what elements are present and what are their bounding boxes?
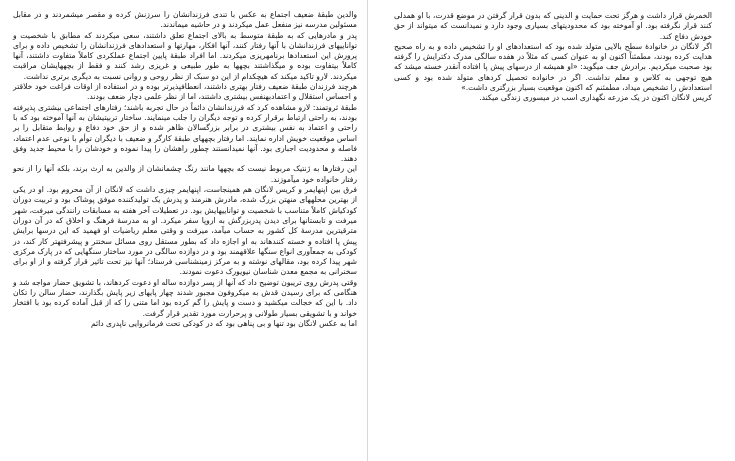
- paragraph: این رفتارها به ژنتیک مربوط نیست که بچهها مانند رنگ چشمانشان از والدین به ارث برند، بلکه آنها را از نحو رفتار خانواده خود میآموزند.: [13, 164, 357, 184]
- paragraph: اما به عکس لانگان بود تنها و بی پناهی بود که در کودکی تحت فرمانروایی ناپدری دائم: [90, 318, 357, 328]
- right-page: [368, 0, 735, 461]
- paragraph: پدر و مادرهایی که به طبقهٔ متوسط به بالای اجتماع تعلق داشتند، سعی میکردند که مطابق با شخصیت و تواناییهای فرزندانشان با آنها رفتار کنند، آنها افکار، مهارتها و استعدادهای فرزندانشان را تشخیص داده و برای پرورش این استعدادها برنامهریزی میکردند. اما افراد طبقهٔ پایین اجتماع عملکردی کاملاً متفاوت داشتند، آنها کاملاً بیتفاوت بوده و میگذاشتند بچهها به طور طبیعی و غریزی رشد کنند و فقط از بچههایشان مراقبت میکردند. لارو تاکید میکند که هیچکدام از این دو سبک از نظر روحی و روانی نسبت به دیگری برتری نداشت.: [13, 30, 357, 81]
- paragraph: کریس لانگان اکنون در یک مزرعه نگهداری اسب در میسوری زندگی میکند.: [479, 93, 712, 103]
- paragraph: فرق بین اپنهایمر و کریس لانگان هم همینجاست، اپنهایمر چیزی داشت که لانگان از آن محروم بود. او در یکی از بهترین محلههای منهتن بزرگ شده، مادرش هنرمند و پدرش یک تولیدکننده موفق پوشاک بود و تربیت دوران کودکیاش کاملاً متناسب با شخصیت و تواناییهایش بود. در تعطیلات آخر هفته به مسابقات رانندگی میرفت، شهر میرفت و تابستانها برای دیدن پدربزرگش به اروپا سفر میکرد. او به مدرسهٔ فرهنگ و اخلاق که در آن دوران مترقیترین مدرسهٔ کل کشور به حساب میآمد، میرفت و وقتی معلم ریاضیات او فهمید که این درسها برایش پیش پا افتاده و خسته کنندهاند به او اجازه داد که بطور مستقل روی مسائل سختتر و پیشرفتهتر کار کند، در کودکی به جمعآوری انواع سنگها علاقهمند بود و در دوازده سالگی در مورد ساختار سنگهایی که در پارک مرکزی شهر پیدا کرده بود، مقالهای نوشته و به مرکز زمینشناسی فرستاد؛ آنها نیز تحت تاثیر قرار گرفته و از او برای سخنرانی به مجمع معدن شناسان نیویورک دعوت نمودند.: [13, 185, 357, 277]
- left-page-text: [13, 10, 357, 329]
- paragraph: الخمرش قرار داشت و هرگز تحت حمایت و الدینی که بدون قرار گرفتن در موضع قدرت، با او همدلی کنند قرار نگرفته بود. او آموخته بود که محدودیتهای بسیاری وجود دارد و نمیدانست که میتواند از حق خودش دفاع کند.: [394, 11, 712, 41]
- paragraph: والدین طبقهٔ ضعیف اجتماع به عکس با تندی فرزندانشان را سرزنش کرده و مقصر میشمردند و در مقابل مسئولین مدرسه نیز منفعل عمل میکردند و در حاشیه میماندند.: [13, 10, 357, 30]
- right-page-text: [394, 11, 712, 104]
- paragraph: طبقهٔ ثروتمند: لارو مشاهده کرد که فرزندانشان دائماً در حال تجربه باشند؛ رفتارهای اجتماعی بیشتری پذیرفته بودند، به راحتی ارتباط برقرار کرده و توجه دیگران را جلب مینمایند. ساختار تربیتیشان به آنها آموخته بود که با راحتی و اعتماد به نفس بیشتری در برابر بزرگسالان ظاهر شده و از حق خود دفاع و روابط متقابل را بر اساس موقعیت خویش اداره نمایند. اما رفتار بچههای طبقهٔ کارگر و ضعیف با دیگران توأم با نوعی عدم اعتماد، فاصله و محدودیت اجباری بود. آنها نمیدانستند چطور راهشان را پیدا نموده و خودشان را با محیط جدید وفق دهند.: [13, 102, 357, 164]
- paragraph: اگر لانگان در خانوادهٔ سطح بالایی متولد شده بود که استعدادهای او را تشخیص داده و به راه صحیح هدایت کرده بودند، مطمئناً اکنون او به عنوان کسی که مثلاً در هفده سالگی مدرک دکترایش را گرفته بود صحبت میکردیم. برادرش جف میگوید: «او همیشه از درسهای پیش پا افتاده آنقدر خسته میشد که هیچ توجهی به کلاس و معلم نداشت. اگر در خانواده تحصیل کردهای متولد شده بود و کسی استعدادش را تشخیص میداد، مطمئنم که اکنون موقعیت بسیار بزرگتری داشت.»: [394, 41, 712, 93]
- paragraph: هرچند فرزندان طبقهٔ ضعیف رفتار بهتری داشتند، انعطافپذیرتر بوده و در استفاده از اوقات فراغت خود خلاقتر و احساس استقلال و اعتمادبهنفس بیشتری داشتند، اما از نظر علمی دچار ضعف بودند.: [13, 82, 357, 102]
- paragraph: وقتی پدرش روی تریبون توضیح داد که آنها از پسر دوازده ساله او دعوت کردهاند، با تشویق حضار مواجه شد و هنگامی که برای رسیدن قدش به میکروفون مجبور شدند چهار پایهای زیر پایش بگذارند، حضار سالن را تکان داد. با این که خجالت میکشید و دست و پایش را گم کرده بود اما متنی را که از قبل آماده کرده بود با افتخار خواند و با تشویقی بسیار طولانی و پرحرارت مورد تقدیر قرار گرفت.: [13, 277, 357, 318]
